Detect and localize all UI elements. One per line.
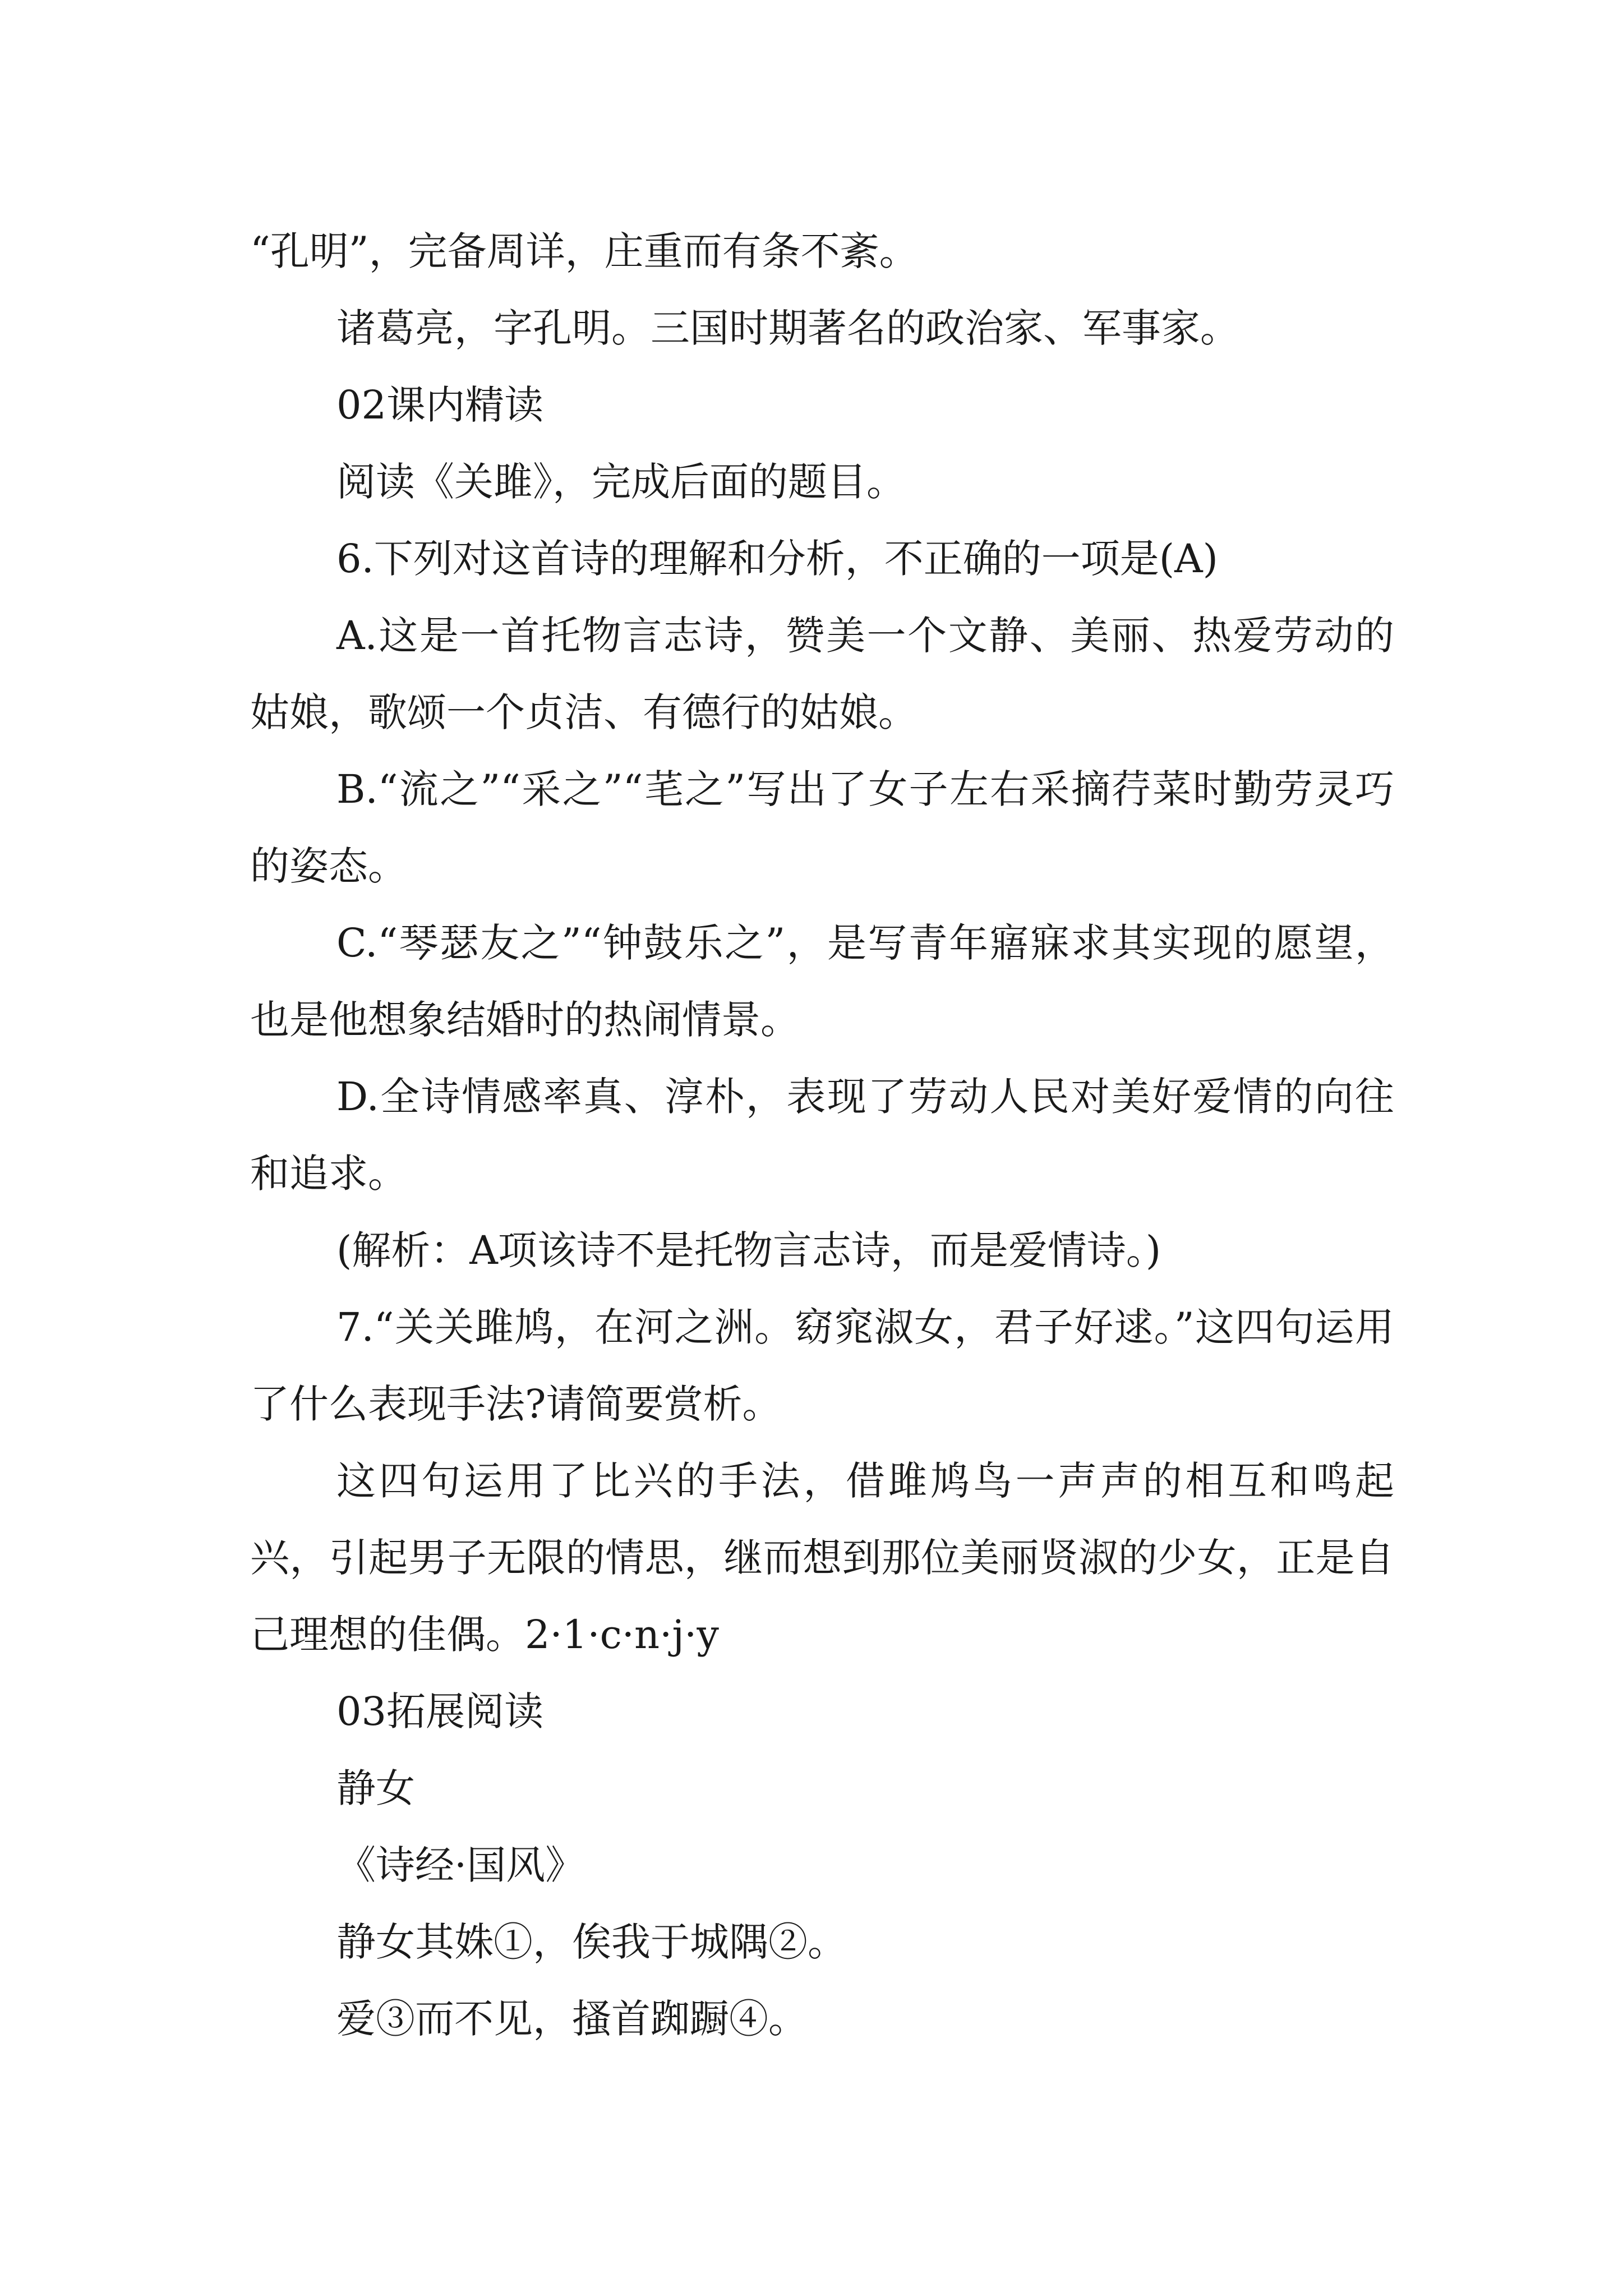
option-c: C.“琴瑟友之”“钟鼓乐之”，是写青年寤寐求其实现的愿望，也是他想象结婚时的热闹情景。	[250, 920, 1394, 1043]
question-6: 6.下列对这首诗的理解和分析，不正确的一项是(A)	[336, 536, 1218, 582]
paragraph-zhuge-liang: 诸葛亮，字孔明。三国时期著名的政治家、军事家。	[336, 305, 1239, 351]
poem-source: 《诗经·国风》	[336, 1842, 585, 1888]
answer-7: 这四句运用了比兴的手法，借雎鸠鸟一声声的相互和鸣起兴，引起男子无限的情思，继而想到那位美丽贤淑的少女，正是自己理想的佳偶。2·1·c·n·j·y	[250, 1458, 1394, 1658]
paragraph-kongming-note: “孔明”，完备周详，庄重而有条不紊。	[250, 228, 919, 274]
document-body	[250, 213, 1394, 2058]
reading-instruction: 阅读《关雎》，完成后面的题目。	[336, 459, 906, 505]
poem-line-1: 静女其姝①，俟我于城隅②。	[336, 1919, 847, 1965]
option-b: B.“流之”“采之”“芼之”写出了女子左右采摘荇菜时勤劳灵巧的姿态。	[250, 766, 1394, 889]
question-7: 7.“关关雎鸠，在河之洲。窈窕淑女，君子好逑。”这四句运用了什么表现手法?请简要赏析。	[250, 1304, 1394, 1427]
poem-line-2: 爱③而不见，搔首踟蹰④。	[336, 1996, 808, 2042]
option-d: D.全诗情感率真、淳朴，表现了劳动人民对美好爱情的向往和追求。	[250, 1074, 1394, 1197]
section-heading-extended-reading: 03拓展阅读	[336, 1688, 544, 1734]
poem-title: 静女	[336, 1765, 415, 1811]
analysis-note: (解析：A项该诗不是托物言志诗，而是爱情诗。)	[336, 1227, 1161, 1273]
section-heading-in-class-reading: 02课内精读	[336, 382, 544, 428]
option-a: A.这是一首托物言志诗，赞美一个文静、美丽、热爱劳动的姑娘，歌颂一个贞洁、有德行的姑娘。	[250, 613, 1394, 735]
